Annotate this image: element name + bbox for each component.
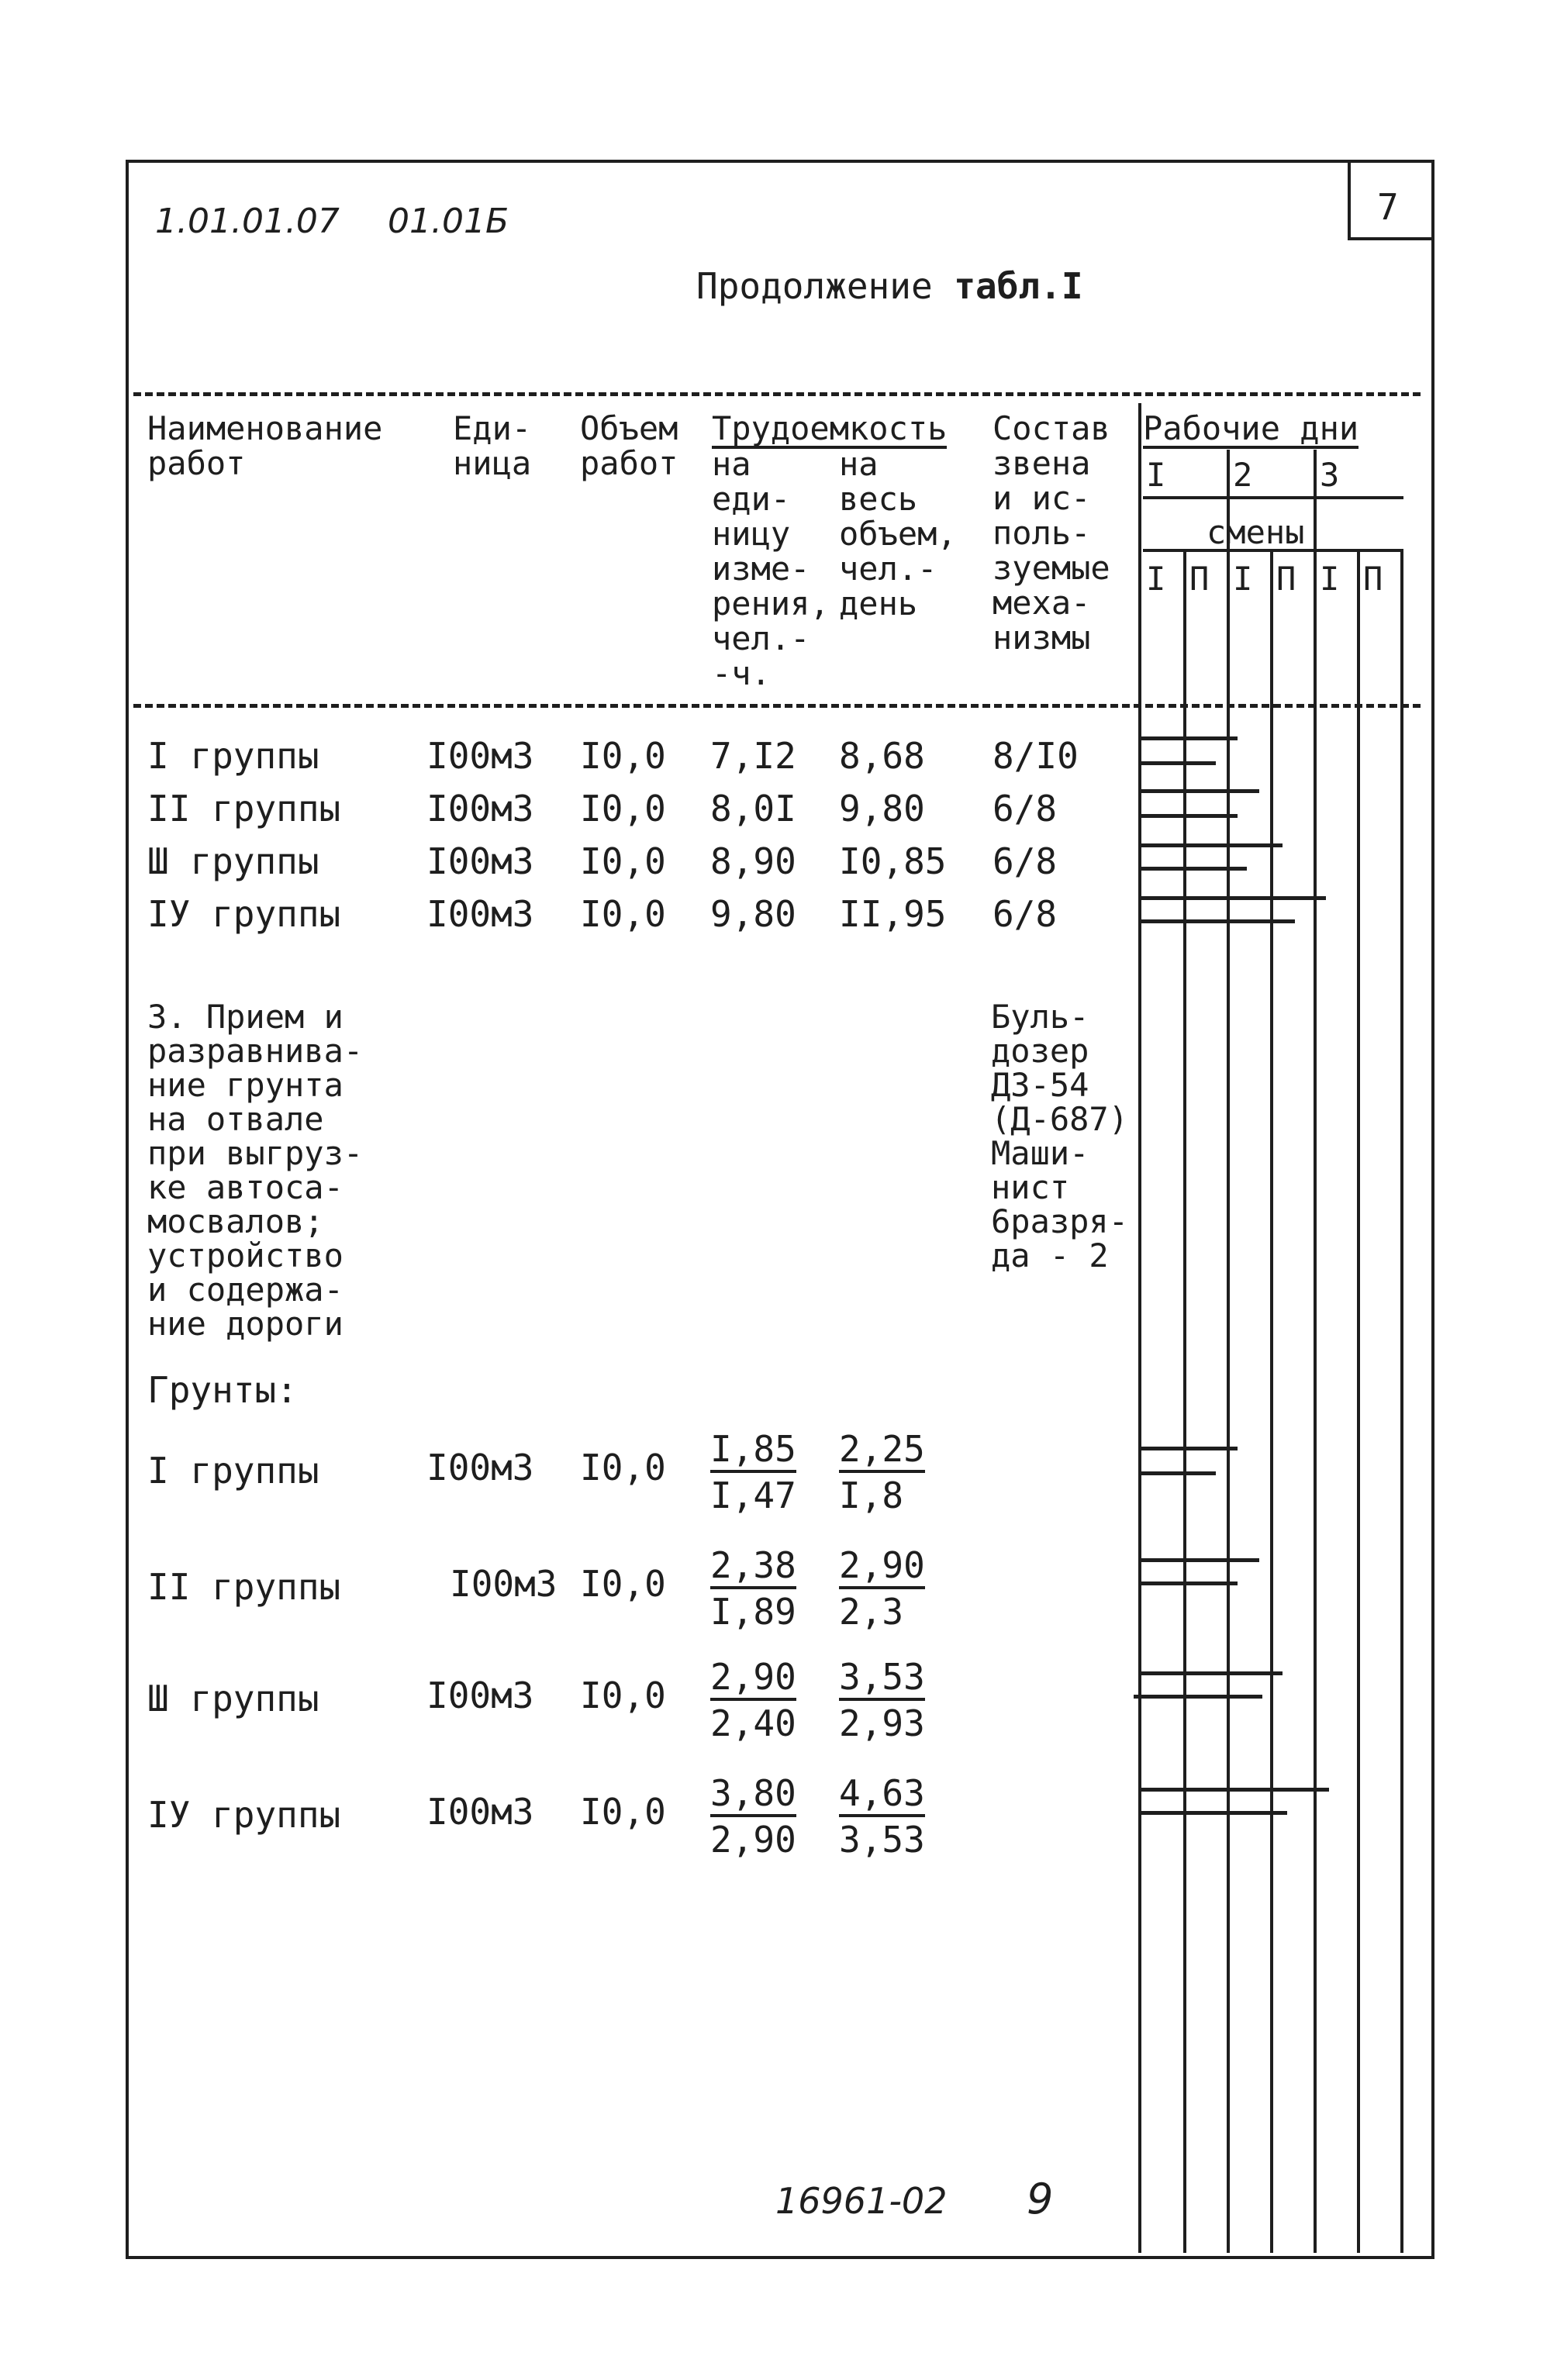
row-per-unit: 8,0I <box>710 788 796 830</box>
row-name: Ш группы <box>147 840 319 882</box>
grid-line <box>1357 549 1360 2253</box>
row-name: II группы <box>147 1566 341 1608</box>
row-name: I группы <box>147 1450 319 1492</box>
row-crew: 8/I0 <box>993 735 1079 777</box>
row-total: 8,68 <box>839 735 925 777</box>
row-crew: 6/8 <box>993 893 1058 935</box>
grid-line <box>1314 450 1317 2253</box>
row-unit: I00м3 <box>426 1791 534 1833</box>
header-workdays: Рабочие дни <box>1143 409 1359 447</box>
shift-6: П <box>1363 560 1383 598</box>
schedule-bar <box>1140 814 1238 818</box>
grid-line <box>1138 403 1141 2253</box>
schedule-bar <box>1140 867 1247 871</box>
schedule-bar <box>1140 1811 1287 1815</box>
footer-code: 16961-02 <box>775 2180 948 2222</box>
day-3: 3 <box>1320 456 1340 494</box>
fraction-denominator: I,8 <box>839 1475 904 1516</box>
row-unit: I00м3 <box>426 1447 534 1488</box>
shift-1: I <box>1146 560 1166 598</box>
row-unit: I00м3 <box>450 1563 558 1605</box>
row-volume: I0,0 <box>580 788 666 830</box>
continuation-prefix: Продолжение <box>696 265 955 307</box>
continuation-table: табл.I <box>954 265 1083 307</box>
header-name: Наименование работ <box>147 409 383 482</box>
header-crew: Состав звена и ис- поль- зуемые меха- низмы <box>993 409 1110 657</box>
grid-line <box>1270 549 1273 2253</box>
header-labor: Трудоемкость <box>712 409 948 447</box>
row-volume: I0,0 <box>580 840 666 882</box>
row-per-unit: 8,90 <box>710 840 796 882</box>
schedule-bar <box>1140 1471 1216 1475</box>
row-total: II,95 <box>839 893 947 935</box>
row-volume: I0,0 <box>580 1675 666 1716</box>
total-fraction <box>839 1772 925 1861</box>
total-fraction <box>839 1656 925 1744</box>
row-name: II группы <box>147 788 341 830</box>
fraction-numerator: 2,38 <box>710 1547 796 1589</box>
schedule-bar <box>1140 1581 1238 1585</box>
schedule-bar <box>1140 896 1326 900</box>
row-unit: I00м3 <box>426 840 534 882</box>
row-per-unit: 7,I2 <box>710 735 796 777</box>
fraction-denominator: 2,3 <box>839 1591 904 1633</box>
fraction-denominator: I,89 <box>710 1591 796 1633</box>
day-1: I <box>1146 456 1166 494</box>
shift-5: I <box>1320 560 1340 598</box>
header-top-rule <box>133 392 1421 396</box>
row-name: I группы <box>147 735 319 777</box>
soils-label: Грунты: <box>147 1369 298 1411</box>
schedule-bar <box>1140 843 1283 847</box>
fraction-denominator: I,47 <box>710 1475 796 1516</box>
continuation-title <box>696 265 1083 307</box>
schedule-bar <box>1140 761 1216 765</box>
fraction-denominator: 2,93 <box>839 1702 925 1744</box>
grid-line <box>1400 549 1403 2253</box>
row-name: IУ группы <box>147 1794 341 1836</box>
document-code: 1.01.01.07 <box>155 202 340 241</box>
row-crew: 6/8 <box>993 840 1058 882</box>
schedule-bar <box>1140 1558 1259 1562</box>
grid-line <box>1183 549 1186 2253</box>
shift-2: П <box>1189 560 1210 598</box>
row-unit: I00м3 <box>426 788 534 830</box>
row-volume: I0,0 <box>580 1563 666 1605</box>
row-crew: 6/8 <box>993 788 1058 830</box>
shift-3: I <box>1233 560 1253 598</box>
row-volume: I0,0 <box>580 1791 666 1833</box>
schedule-bar <box>1140 1788 1329 1792</box>
document-subcode: 01.01Б <box>388 202 509 241</box>
per-unit-fraction <box>710 1428 796 1516</box>
shifts-label: смены <box>1207 513 1305 551</box>
schedule-bar <box>1140 1671 1283 1675</box>
schedule-bar <box>1140 736 1238 740</box>
fraction-denominator: 2,90 <box>710 1819 796 1861</box>
row-volume: I0,0 <box>580 1447 666 1488</box>
row-total: I0,85 <box>839 840 947 882</box>
shift-4: П <box>1276 560 1296 598</box>
header-unit: Еди- ница <box>453 409 532 482</box>
header-labor-total: на весь объем, чел.- день <box>839 445 957 623</box>
per-unit-fraction <box>710 1656 796 1744</box>
total-fraction <box>839 1544 925 1633</box>
schedule-bar <box>1140 1447 1238 1450</box>
schedule-bar <box>1140 789 1259 793</box>
row-name: Ш группы <box>147 1678 319 1719</box>
footer-page: 9 <box>1027 2175 1054 2223</box>
fraction-denominator: 3,53 <box>839 1819 925 1861</box>
grid-line <box>1227 450 1230 2253</box>
section-title: 3. Прием и разравнива- ние грунта на отвале при выгруз- ке автоса- мосвалов; устройство и содержа- ние дороги <box>147 998 364 1343</box>
row-per-unit: 9,80 <box>710 893 796 935</box>
fraction-denominator: 2,40 <box>710 1702 796 1744</box>
row-unit: I00м3 <box>426 735 534 777</box>
fraction-numerator: 2,90 <box>839 1547 925 1589</box>
row-volume: I0,0 <box>580 735 666 777</box>
shifts-rule <box>1143 549 1403 552</box>
header-labor-per-unit: на еди- ницу изме- рения, чел.- -ч. <box>712 445 830 692</box>
fraction-numerator: 4,63 <box>839 1775 925 1817</box>
schedule-bar <box>1140 919 1295 923</box>
row-name: IУ группы <box>147 893 341 935</box>
fraction-numerator: 3,80 <box>710 1775 796 1817</box>
fraction-numerator: 3,53 <box>839 1659 925 1701</box>
page-number: 7 <box>1377 186 1399 228</box>
schedule-bar <box>1134 1695 1262 1699</box>
total-fraction <box>839 1428 925 1516</box>
row-unit: I00м3 <box>426 1675 534 1716</box>
row-unit: I00м3 <box>426 893 534 935</box>
day-2: 2 <box>1233 456 1253 494</box>
row-volume: I0,0 <box>580 893 666 935</box>
per-unit-fraction <box>710 1772 796 1861</box>
fraction-numerator: I,85 <box>710 1431 796 1473</box>
section-crew: Буль- дозер ДЗ-54 (Д-687) Маши- нист 6разря- да - 2 <box>991 998 1129 1275</box>
days-rule <box>1143 496 1403 499</box>
fraction-numerator: 2,25 <box>839 1431 925 1473</box>
header-volume: Объем работ <box>580 409 678 482</box>
per-unit-fraction <box>710 1544 796 1633</box>
row-total: 9,80 <box>839 788 925 830</box>
fraction-numerator: 2,90 <box>710 1659 796 1701</box>
